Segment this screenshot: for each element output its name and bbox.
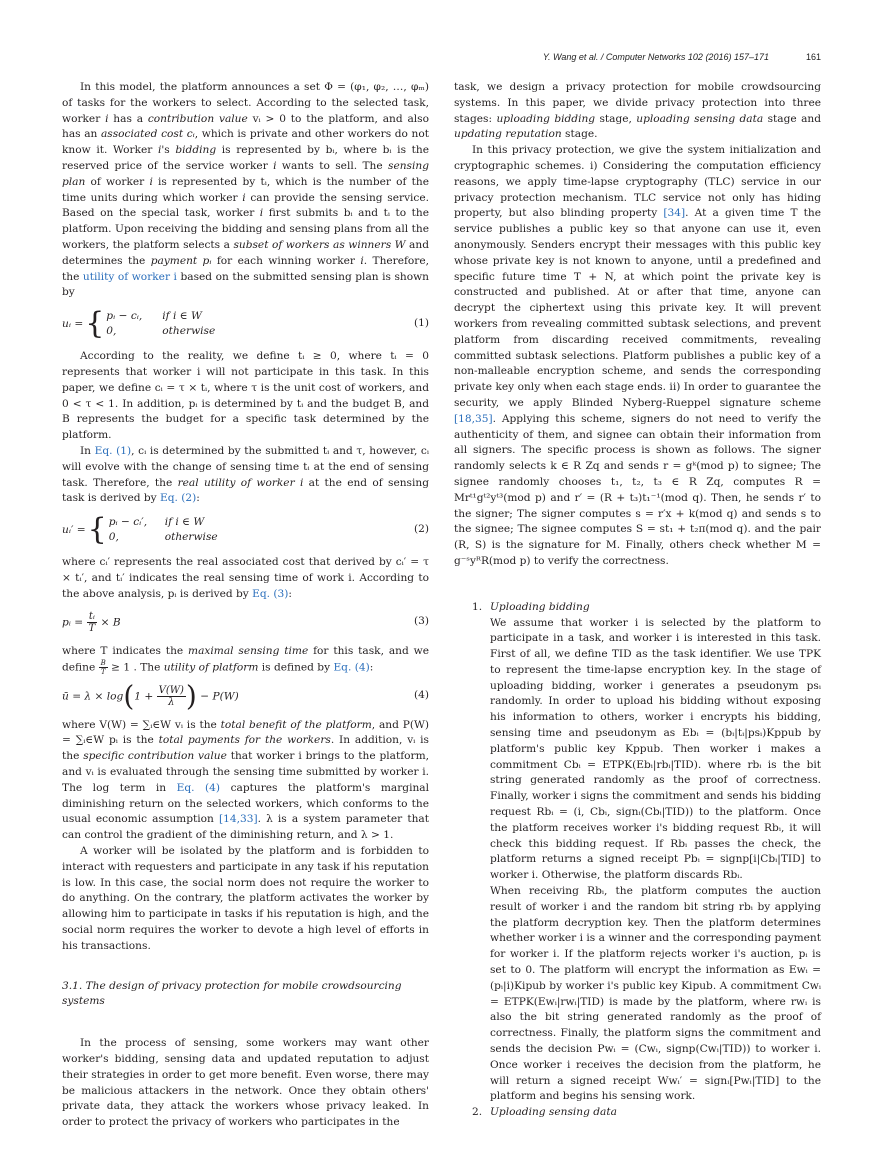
paragraph-uploading-bidding: We assume that worker i is selected by the platform to participate in a task, and worker i is interested in this task. First of all, we define TID as the task identifier. We use TPK to represent the time-lapse encryption key. In the stage of uploading bidding, worker i generates a pseudonym psᵢ randomly. In order to upload his bidding without exposing his information to others, worker i encrypts his bidding, sensing time and pseudonym as Ebᵢ = (bᵢ|tᵢ|psᵢ)Kppub by platform's public key Kppub. Then worker i makes a commitment Cbᵢ = ETPK(Ebᵢ|rbᵢ|TID). where rbᵢ is the bit string generated randomly as the proof of correctness. Finally, worker i signs the commitment and sends his bidding request Rbᵢ = (i, Cbᵢ, signᵢ(Cbᵢ|TID)) to the platform. Once the platform receives worker i's bidding request Rbᵢ, it will check this bidding request. If Rbᵢ passes the check, the platform returns a signed receipt Pbᵢ = signp[i|Cbᵢ|TID] to worker i. Otherwise, the platform discards Rbᵢ. [490, 616, 821, 882]
equation-4: ū = λ × log(1 + $\frac{V(W)}{\lambda}$ ) − P(W) (4) [62, 679, 429, 713]
eq4-link-2[interactable]: Eq. (4) [176, 781, 221, 794]
paragraph-crypto-schemes: In this privacy protection, we give the system initialization and cryptographic schemes. i) Considering the computation efficiency reasons, we apply time-lapse cryptography (TLC) service in our privacy protection mechanism. TLC service not only has hiding property, but also blinding property [34]. At a given time T the service publishes a public key so that anyone can use it, even anonymously. Senders encrypt their messages with this public key whose private key is not known to anyone, until a predefined and specific future time T + N, at which point the private key is constructed and published. At or after that time, anyone can decrypt the ciphertext using this private key. It will prevent workers from revealing committed subtask selections, and prevent platform from discarding received commitments, revealing committed subtask selections. Platform publishes a public key of a non-malleable encryption scheme, and sends the corresponding private key only when each stage ends. ii) In order to guarantee the security, we apply Blinded Nyberg-Rueppel signature scheme [18,35]. Applying this scheme, signers do not need to verify the authenticity of them, and signee can obtain their information from all signers. The specific process is shown as follows. The signer randomly selects k ∈ R Zq and sends r = gᵏ(mod p) to signee; The signee randomly chooses t₁, t₂, t₃ ∈ R Zq, computes R = Mrᵗ¹gᵗ²yᵗ³(mod p) and r′ = (R + t₃)t₁⁻¹(mod q). Then, he sends r′ to the signer; The signer computes s = r′x + k(mod q) and sends s to the signee; The signee computes S = st₁ + t₂π(mod q). and the pair (R, S) is the signature for M. Finally, others check whether M = g⁻ˢyᴿR(mod p) to verify the correctness. [454, 144, 822, 567]
equation-number: (3) [413, 615, 429, 628]
equation-number: (2) [413, 523, 429, 536]
left-column [62, 80, 429, 1131]
citation-14-33[interactable]: [14,33] [218, 813, 258, 826]
eq3-link[interactable]: Eq. (3) [252, 587, 289, 600]
section-heading: 3.1. The design of privacy protection for mobile crowdsourcing systems [62, 979, 402, 1008]
list-item-title: Uploading sensing data [490, 1106, 617, 1119]
eq4-link[interactable]: Eq. (4) [333, 661, 370, 674]
page-number: 161 [805, 52, 821, 62]
paragraph-isolation: A worker will be isolated by the platform and is forbidden to interact with requesters and participate in any task if his reputation is low. In this case, the social norm does not require the worker to do anything. On the contrary, the platform activates the worker by allowing him to participate in tasks if his reputation is high, and the social norm requires the worker to devote a high level of efforts in his transactions. [62, 844, 429, 952]
right-column [454, 80, 821, 1121]
running-title: Y. Wang et al. / Computer Networks 102 (2016) 157–171 [542, 52, 769, 62]
equation-number: (4) [413, 689, 429, 702]
paragraph-payment: where cᵢ′ represents the real associated cost that derived by cᵢ′ = τ × tᵢ′, and tᵢ′ indicates the real sensing time of work i. According to the above analysis, pᵢ is derived by Eq. (3): [62, 556, 429, 600]
citation-18-35[interactable]: [18,35] [454, 412, 493, 425]
paragraph-privacy-stages: task, we design a privacy protection for mobile crowdsourcing systems. In this paper, we divide privacy protection into three stages: uploading bidding stage, uploading sensing data stage and updating reputation stage. [454, 81, 821, 141]
eq2-link[interactable]: Eq. (2) [160, 492, 197, 505]
paragraph-model: In this model, the platform announces a set Φ = (φ₁, φ₂, …, φₘ) of tasks for the workers to select. According to the selected task, worker i has a contribution value vᵢ > 0 to the platform, and also has an associated cost cᵢ, which is private and other workers do not know it. Worker i's bidding is represented by bᵢ, where bᵢ is the reserved price of the service worker i wants to sell. The sensing plan of worker i is represented by tᵢ, which is the number of the time units during which worker i can provide the sensing service. Based on the special task, worker i first submits bᵢ and tᵢ to the platform. Upon receiving the bidding and sensing plans from all the workers, the platform selects a subset of workers as winners W and determines the payment pᵢ for each winning worker i. Therefore, the utility of worker i based on the submitted sensing plan is shown by [62, 81, 430, 299]
paragraph-define-cost: According to the reality, we define tᵢ ≥ 0, where tᵢ = 0 represents that worker i will not participate in this task. In this paper, we define cᵢ = τ × tᵢ, where τ is the unit cost of workers, and 0 < τ < 1. In addition, pᵢ is determined by tᵢ and the budget B, and B represents the budget for a specific task determined by the platform. [62, 350, 429, 442]
equation-number: (1) [413, 317, 429, 330]
equation-2: uᵢ′ ={ pᵢ − cᵢ′, if i ∈ W 0, otherwise (2) [62, 512, 429, 548]
stage-list [454, 600, 821, 1121]
paragraph-real-utility: In Eq. (1), cᵢ is determined by the submitted tᵢ and τ, however, cᵢ will evolve with the change of sensing time tᵢ at the end of sensing task. Therefore, the real utility of worker i at the end of sensing task is derived by Eq. (2): [62, 444, 429, 505]
equation-3: pᵢ = $\frac{\text{tᵢ}}{T}$ × B (3) [62, 610, 429, 634]
citation-34[interactable]: [34] [663, 207, 686, 220]
list-item: 1. Uploading bidding We assume that worker i is selected by the platform to participate in a task, and worker i is interested in this task. First of all, we define TID as the task identifier. We use TPK to represent the time-lapse encryption key. In the stage of uploading bidding, worker i generates a pseudonym psᵢ randomly. In order to upload his bidding without exposing his information to others, worker i encrypts his bidding, sensing time and pseudonym as Ebᵢ = (bᵢ|tᵢ|psᵢ)Kppub by platform's public key Kppub. Then worker i makes a commitment Cbᵢ = ETPK(Ebᵢ|rbᵢ|TID). where rbᵢ is the bit string generated randomly as the proof of correctness. Finally, worker i signs the commitment and sends his bidding request Rbᵢ = (i, Cbᵢ, signᵢ(Cbᵢ|TID)) to the platform. Once the platform receives worker i's bidding request Rbᵢ, it will check this bidding request. If Rbᵢ passes the check, the platform returns a signed receipt Pbᵢ = signp[i|Cbᵢ|TID] to worker i. Otherwise, the platform discards Rbᵢ. When receiving Rbᵢ, the platform computes the auction result of worker i and the random bit string rbᵢ by applying the platform decryption key. Then the platform determines whether worker i is a winner and the corresponding payment for worker i. If the platform rejects worker i's auction, pᵢ is set to 0. The platform will encrypt the information as Ewᵢ = (pᵢ|i)Kipub by worker i's public key Kipub. A commitment Cwᵢ = ETPK(Ewᵢ|rwᵢ|TID) is made by the platform, where rwᵢ is also the bit string generated randomly as the proof of correctness. Finally, the platform signs the commitment and sends the decision Pwᵢ = (Cwᵢ, signp(Cwᵢ|TID)) to worker i. Once worker i receives the decision from the platform, he will return a signed receipt Wwᵢ′ = signᵢ[Pwᵢ|TID] to the platform and begins his sensing work. [454, 600, 821, 1106]
paragraph-benefit: where V(W) = ∑ᵢ∈W vᵢ is the total benefit of the platform, and P(W) = ∑ᵢ∈W pᵢ is the total payments for the workers. In addition, vᵢ is the specific contribution value that worker i brings to the platform, and vᵢ is evaluated through the sensing time submitted by worker i. The log term in Eq. (4) captures the platform's marginal diminishing return on the selected workers, which conforms to the usual economic assumption [14,33]. λ is a system parameter that can control the gradient of the diminishing return, and λ > 1. [62, 718, 429, 842]
equation-1: uᵢ ={ pᵢ − cᵢ, if i ∈ W 0, otherwise (1) [62, 306, 429, 342]
list-item-title: Uploading bidding [490, 600, 590, 613]
paragraph-auction-result: When receiving Rbᵢ, the platform computes the auction result of worker i and the random bit string rbᵢ by applying the platform decryption key. Then the platform determines whether worker i is a winner and the corresponding payment for worker i. If the platform rejects worker i's auction, pᵢ is set to 0. The platform will encrypt the information as Ewᵢ = (pᵢ|i)Kipub by worker i's public key Kipub. A commitment Cwᵢ = ETPK(Ewᵢ|rwᵢ|TID) is made by the platform, where rwᵢ is also the bit string generated randomly as the proof of correctness. Finally, the platform signs the commitment and sends the decision Pwᵢ = (Cwᵢ, signp(Cwᵢ|TID)) to worker i. Once worker i receives the decision from the platform, he will return a signed receipt Wwᵢ′ = signᵢ[Pwᵢ|TID] to the platform and begins his sensing work. [490, 885, 821, 1103]
list-item: 2. Uploading sensing data [454, 1105, 821, 1121]
paragraph-sensing-process: In the process of sensing, some workers may want other worker's bidding, sensing data and updated reputation to adjust their strategies in order to get more benefit. Even worse, there may be malicious attackers in the network. Once they obtain others' private data, they attack the workers whose privacy leaked. In order to protect the privacy of workers who participates in the [62, 1037, 429, 1129]
page-header [62, 49, 821, 65]
eq1-link[interactable]: utility of worker i [82, 270, 177, 283]
eq1-link-2[interactable]: Eq. (1) [94, 444, 132, 457]
paragraph-platform-utility: where T indicates the maximal sensing time for this task, and we define $\frac{B}{T}$ ≥ 1 . The utility of platform is defined by Eq. (4): [62, 644, 429, 677]
